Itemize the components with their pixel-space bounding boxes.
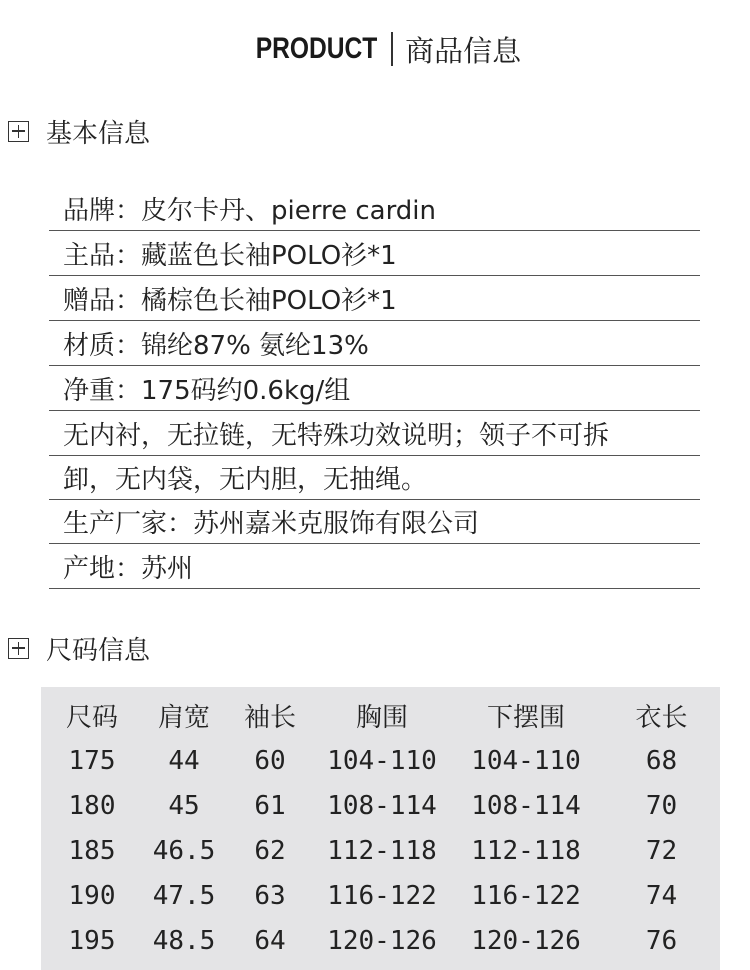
header-chest: 胸围 (355, 703, 408, 733)
table-cell: 185 (68, 835, 116, 866)
size-table-panel (41, 687, 720, 970)
header-hem: 下摆围 (486, 703, 565, 733)
table-cell: 60 (254, 745, 286, 776)
header-chinese-title: 商品信息 (405, 33, 522, 68)
size-table-header-row (41, 693, 720, 738)
table-cell: 46.5 (152, 835, 216, 866)
table-cell: 190 (68, 880, 116, 911)
info-row-main-product: 主品：藏蓝色长袖POLO衫*1 (49, 231, 700, 276)
table-cell: 72 (645, 835, 678, 866)
info-row-features: 无内衬，无拉链，无特殊功效说明；领子不可拆 (49, 411, 700, 456)
basic-info-title: 基本信息 (46, 118, 151, 149)
table-cell: 76 (645, 925, 678, 956)
table-cell: 108-114 (471, 790, 581, 821)
page-header (0, 26, 750, 72)
table-cell: 104-110 (327, 745, 437, 776)
table-cell: 108-114 (327, 790, 437, 821)
table-cell: 120-126 (471, 925, 581, 956)
info-row-net-weight: 净重：175码约0.6kg/组 (49, 366, 700, 411)
size-table (41, 693, 720, 963)
table-row (41, 828, 720, 873)
plus-icon (8, 121, 29, 142)
table-cell: 74 (645, 880, 678, 911)
table-cell: 180 (68, 790, 116, 821)
table-cell: 70 (645, 790, 678, 821)
table-row (41, 873, 720, 918)
table-row (41, 783, 720, 828)
info-row-manufacturer: 生产厂家：苏州嘉米克服饰有限公司 (49, 500, 700, 544)
table-cell: 61 (254, 790, 286, 821)
header-english-title: PRODUCT (255, 32, 378, 65)
info-row-brand: 品牌：皮尔卡丹、pierre cardin (49, 186, 700, 231)
table-cell: 45 (168, 790, 200, 821)
header-shoulder: 肩宽 (157, 703, 210, 733)
size-info-section-title (8, 630, 150, 666)
header-length: 衣长 (635, 703, 688, 733)
table-cell: 195 (68, 925, 116, 956)
plus-icon (8, 638, 29, 659)
table-cell: 63 (254, 880, 286, 911)
table-cell: 104-110 (471, 745, 581, 776)
table-row (41, 918, 720, 963)
size-info-title: 尺码信息 (46, 635, 151, 666)
basic-info-section-title (8, 113, 150, 149)
table-cell: 112-118 (327, 835, 437, 866)
table-cell: 120-126 (327, 925, 437, 956)
basic-info-list (49, 186, 700, 589)
info-row-features-continued: 卸，无内袋，无内胆，无抽绳。 (49, 456, 700, 500)
table-cell: 112-118 (471, 835, 581, 866)
table-cell: 175 (68, 745, 116, 776)
table-cell: 116-122 (327, 880, 437, 911)
table-row (41, 738, 720, 783)
info-row-origin: 产地：苏州 (49, 544, 700, 589)
table-cell: 47.5 (152, 880, 216, 911)
info-row-material: 材质：锦纶87% 氨纶13% (49, 321, 700, 366)
header-sleeve: 袖长 (243, 703, 296, 733)
table-cell: 64 (254, 925, 286, 956)
table-cell: 68 (645, 745, 678, 776)
header-size: 尺码 (65, 703, 118, 733)
table-cell: 62 (254, 835, 286, 866)
table-cell: 48.5 (152, 925, 216, 956)
info-row-gift: 赠品：橘棕色长袖POLO衫*1 (49, 276, 700, 321)
header-divider (391, 32, 393, 66)
table-cell: 116-122 (471, 880, 581, 911)
table-cell: 44 (168, 745, 200, 776)
